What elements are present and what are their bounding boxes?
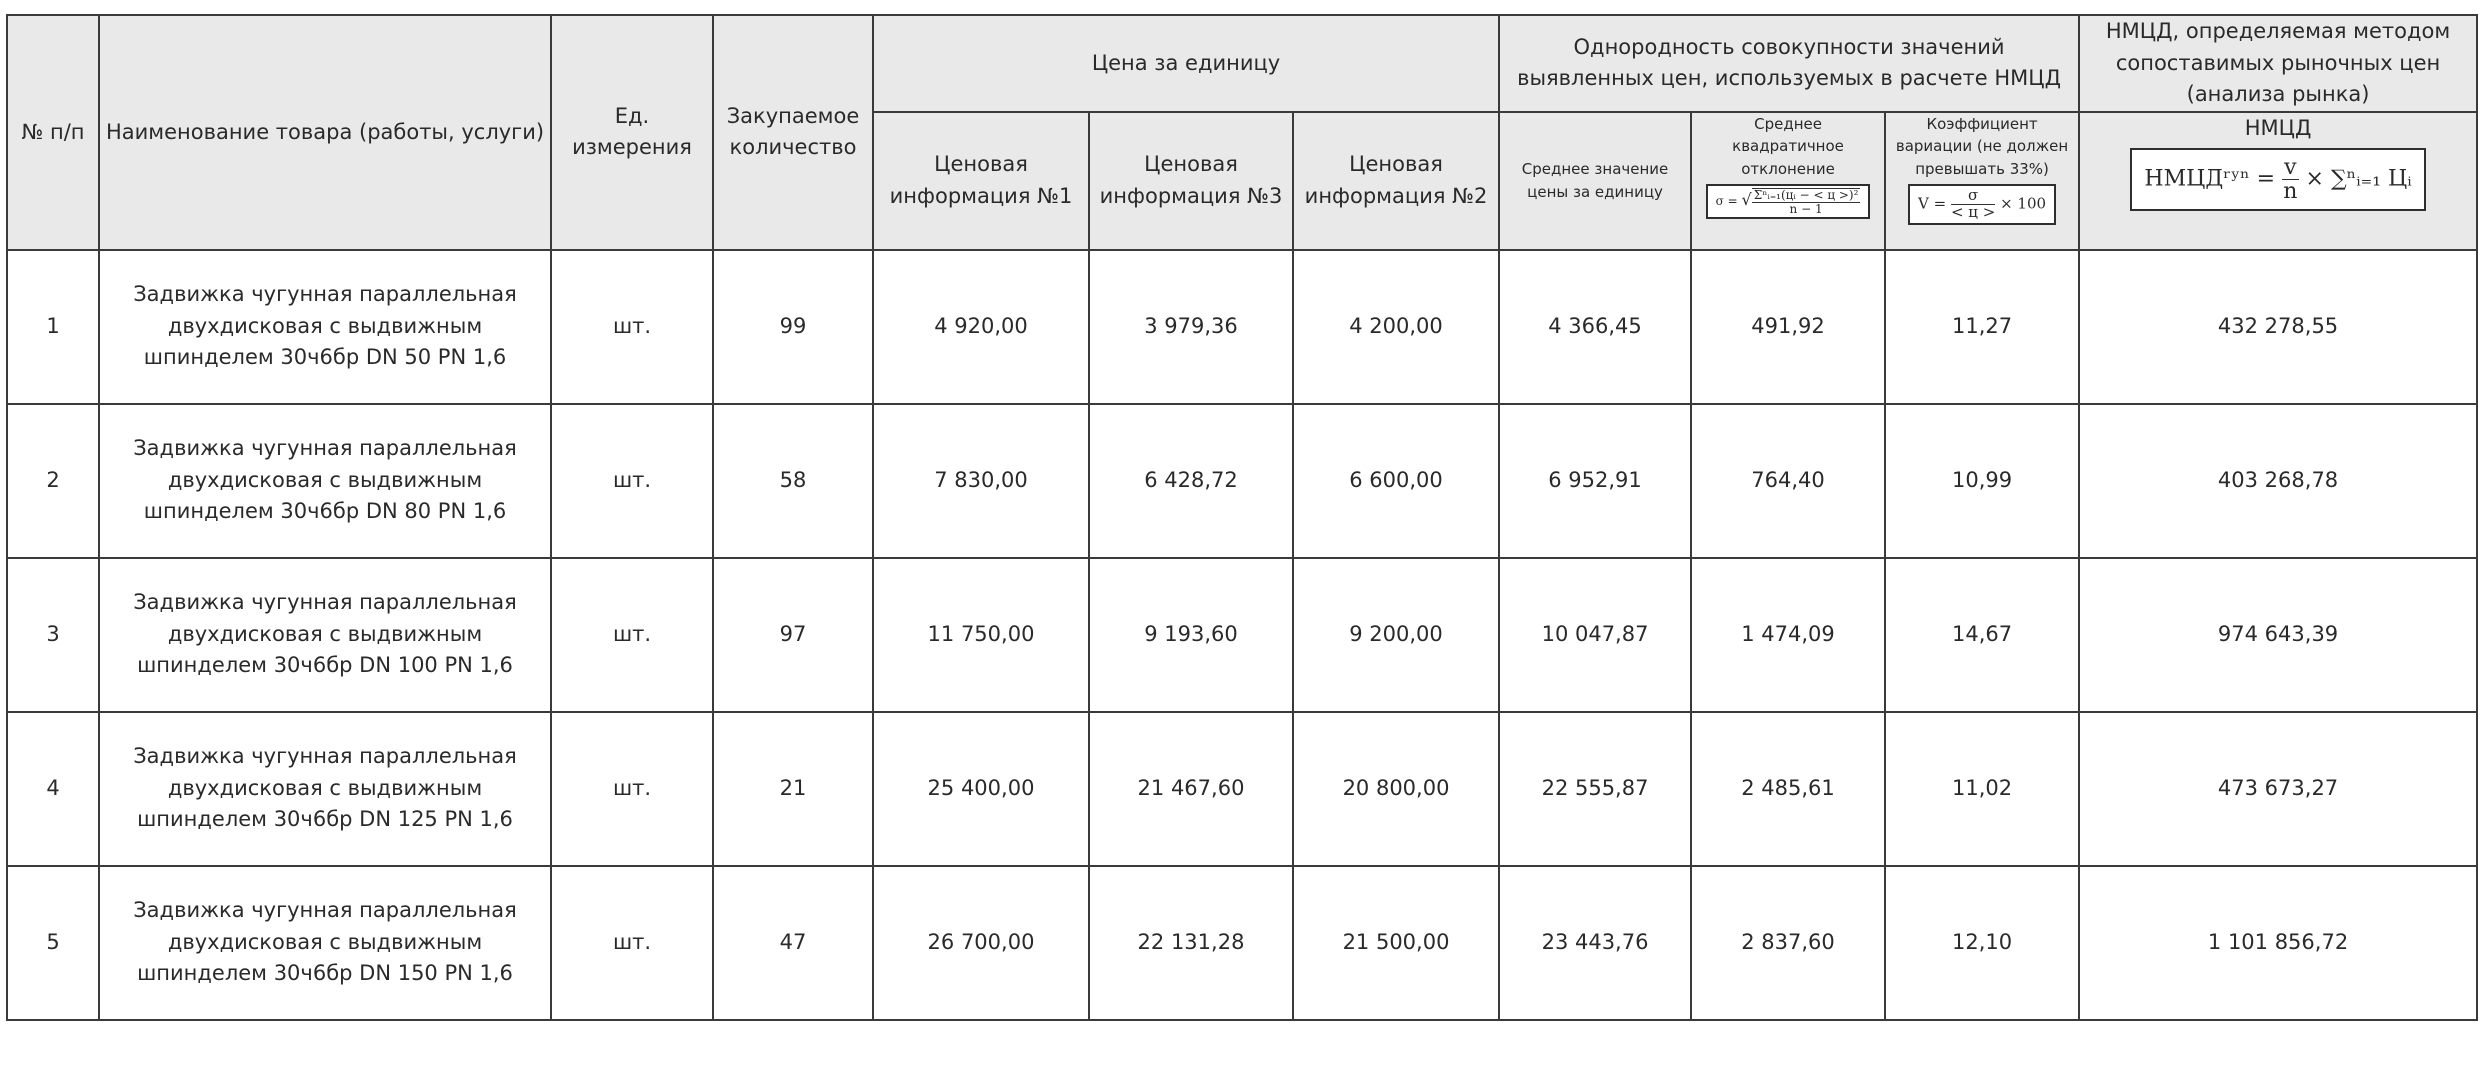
cell-unit: шт. <box>551 712 713 866</box>
cell-price1: 26 700,00 <box>873 866 1089 1020</box>
cell-std: 764,40 <box>1691 404 1885 558</box>
cell-nmcd: 473 673,27 <box>2079 712 2477 866</box>
cell-mean: 4 366,45 <box>1499 250 1691 404</box>
cell-std: 491,92 <box>1691 250 1885 404</box>
cell-std: 2 837,60 <box>1691 866 1885 1020</box>
cell-price3: 6 428,72 <box>1089 404 1293 558</box>
cell-price1: 25 400,00 <box>873 712 1089 866</box>
col-header-unit: Ед. измерения <box>551 15 713 250</box>
std-formula: σ = √ $\frac{\text{Σⁿᵢ₌₁(цᵢ − < ц >)²}}{n - 1}$ <box>1706 184 1871 219</box>
cell-qty: 58 <box>713 404 873 558</box>
cv-formula-num: σ <box>1951 188 1995 205</box>
col-header-homogeneity-group: Однородность совокупности значений выявленных цен, используемых в расчете НМЦД <box>1499 15 2079 112</box>
cell-mean: 22 555,87 <box>1499 712 1691 866</box>
cell-mean: 10 047,87 <box>1499 558 1691 712</box>
cell-price3: 22 131,28 <box>1089 866 1293 1020</box>
cv-formula <box>1908 184 2056 225</box>
cell-unit: шт. <box>551 866 713 1020</box>
nmcd-label: НМЦД <box>2244 115 2312 140</box>
col-header-price1: Ценовая информация №1 <box>873 112 1089 250</box>
cell-num: 1 <box>7 250 99 404</box>
cell-price2: 21 500,00 <box>1293 866 1499 1020</box>
cell-std: 1 474,09 <box>1691 558 1885 712</box>
cv-formula-tail: × 100 <box>2000 194 2047 213</box>
cell-qty: 47 <box>713 866 873 1020</box>
cv-label: Коэффициент вариации (не должен превышать 33%) <box>1895 114 2069 178</box>
cell-cv: 11,27 <box>1885 250 2079 404</box>
table-row <box>7 866 2477 1020</box>
cell-nmcd: 974 643,39 <box>2079 558 2477 712</box>
cv-formula-den: < ц > <box>1950 202 1996 221</box>
col-header-price2: Ценовая информация №2 <box>1293 112 1499 250</box>
cell-cv: 12,10 <box>1885 866 2079 1020</box>
cell-unit: шт. <box>551 250 713 404</box>
table-row <box>7 404 2477 558</box>
col-header-num: № п/п <box>7 15 99 250</box>
nmcd-formula-lhs: НМЦДʳʸⁿ = <box>2144 166 2276 192</box>
nmcd-formula-tail: × ∑ⁿᵢ₌₁ Цᵢ <box>2305 166 2412 192</box>
col-header-std <box>1691 112 1885 250</box>
cell-num: 5 <box>7 866 99 1020</box>
cell-price3: 3 979,36 <box>1089 250 1293 404</box>
cell-price2: 20 800,00 <box>1293 712 1499 866</box>
std-formula-num: Σⁿᵢ₌₁(цᵢ − < ц >)² <box>1753 188 1859 202</box>
cell-price2: 9 200,00 <box>1293 558 1499 712</box>
cell-qty: 99 <box>713 250 873 404</box>
col-header-nmcd-group: НМЦД, определяемая методом сопоставимых рыночных цен (анализа рынка) <box>2079 15 2477 112</box>
table-row <box>7 558 2477 712</box>
col-header-nmcd <box>2079 112 2477 250</box>
col-header-mean: Среднее значение цены за единицу <box>1499 112 1691 250</box>
cell-mean: 23 443,76 <box>1499 866 1691 1020</box>
cell-name: Задвижка чугунная параллельная двухдисковая с выдвижным шпинделем 30ч6бр DN 125 PN 1,6 <box>99 712 551 866</box>
cell-qty: 21 <box>713 712 873 866</box>
col-header-name: Наименование товара (работы, услуги) <box>99 15 551 250</box>
cell-unit: шт. <box>551 558 713 712</box>
cell-nmcd: 403 268,78 <box>2079 404 2477 558</box>
cell-num: 4 <box>7 712 99 866</box>
cell-name: Задвижка чугунная параллельная двухдисковая с выдвижным шпинделем 30ч6бр DN 100 PN 1,6 <box>99 558 551 712</box>
cell-price2: 6 600,00 <box>1293 404 1499 558</box>
table-row <box>7 712 2477 866</box>
cell-price3: 21 467,60 <box>1089 712 1293 866</box>
std-label: Среднее квадратичное отклонение <box>1732 114 1844 178</box>
cell-price2: 4 200,00 <box>1293 250 1499 404</box>
nmcd-formula <box>2130 148 2425 211</box>
col-header-cv <box>1885 112 2079 250</box>
table-row <box>7 250 2477 404</box>
nmcd-formula-den: n <box>2283 179 2298 205</box>
col-header-price-group: Цена за единицу <box>873 15 1499 112</box>
nmcd-formula-num: v <box>2284 155 2297 180</box>
cv-formula-lhs: V = <box>1918 194 1947 213</box>
cell-num: 3 <box>7 558 99 712</box>
std-formula-den: n − 1 <box>1789 201 1823 216</box>
cell-unit: шт. <box>551 404 713 558</box>
cell-qty: 97 <box>713 558 873 712</box>
col-header-price3: Ценовая информация №3 <box>1089 112 1293 250</box>
cell-price1: 4 920,00 <box>873 250 1089 404</box>
nmcd-table <box>6 14 2478 1021</box>
cell-cv: 11,02 <box>1885 712 2079 866</box>
cell-cv: 10,99 <box>1885 404 2079 558</box>
cell-price1: 11 750,00 <box>873 558 1089 712</box>
cell-name: Задвижка чугунная параллельная двухдисковая с выдвижным шпинделем 30ч6бр DN 50 PN 1,6 <box>99 250 551 404</box>
cell-mean: 6 952,91 <box>1499 404 1691 558</box>
cell-num: 2 <box>7 404 99 558</box>
cell-price3: 9 193,60 <box>1089 558 1293 712</box>
cell-name: Задвижка чугунная параллельная двухдисковая с выдвижным шпинделем 30ч6бр DN 150 PN 1,6 <box>99 866 551 1020</box>
cell-std: 2 485,61 <box>1691 712 1885 866</box>
cell-price1: 7 830,00 <box>873 404 1089 558</box>
std-formula-lhs: σ = <box>1715 194 1738 209</box>
cell-name: Задвижка чугунная параллельная двухдисковая с выдвижным шпинделем 30ч6бр DN 80 PN 1,6 <box>99 404 551 558</box>
col-header-qty: Закупаемое количество <box>713 15 873 250</box>
cell-nmcd: 432 278,55 <box>2079 250 2477 404</box>
cell-cv: 14,67 <box>1885 558 2079 712</box>
cell-nmcd: 1 101 856,72 <box>2079 866 2477 1020</box>
